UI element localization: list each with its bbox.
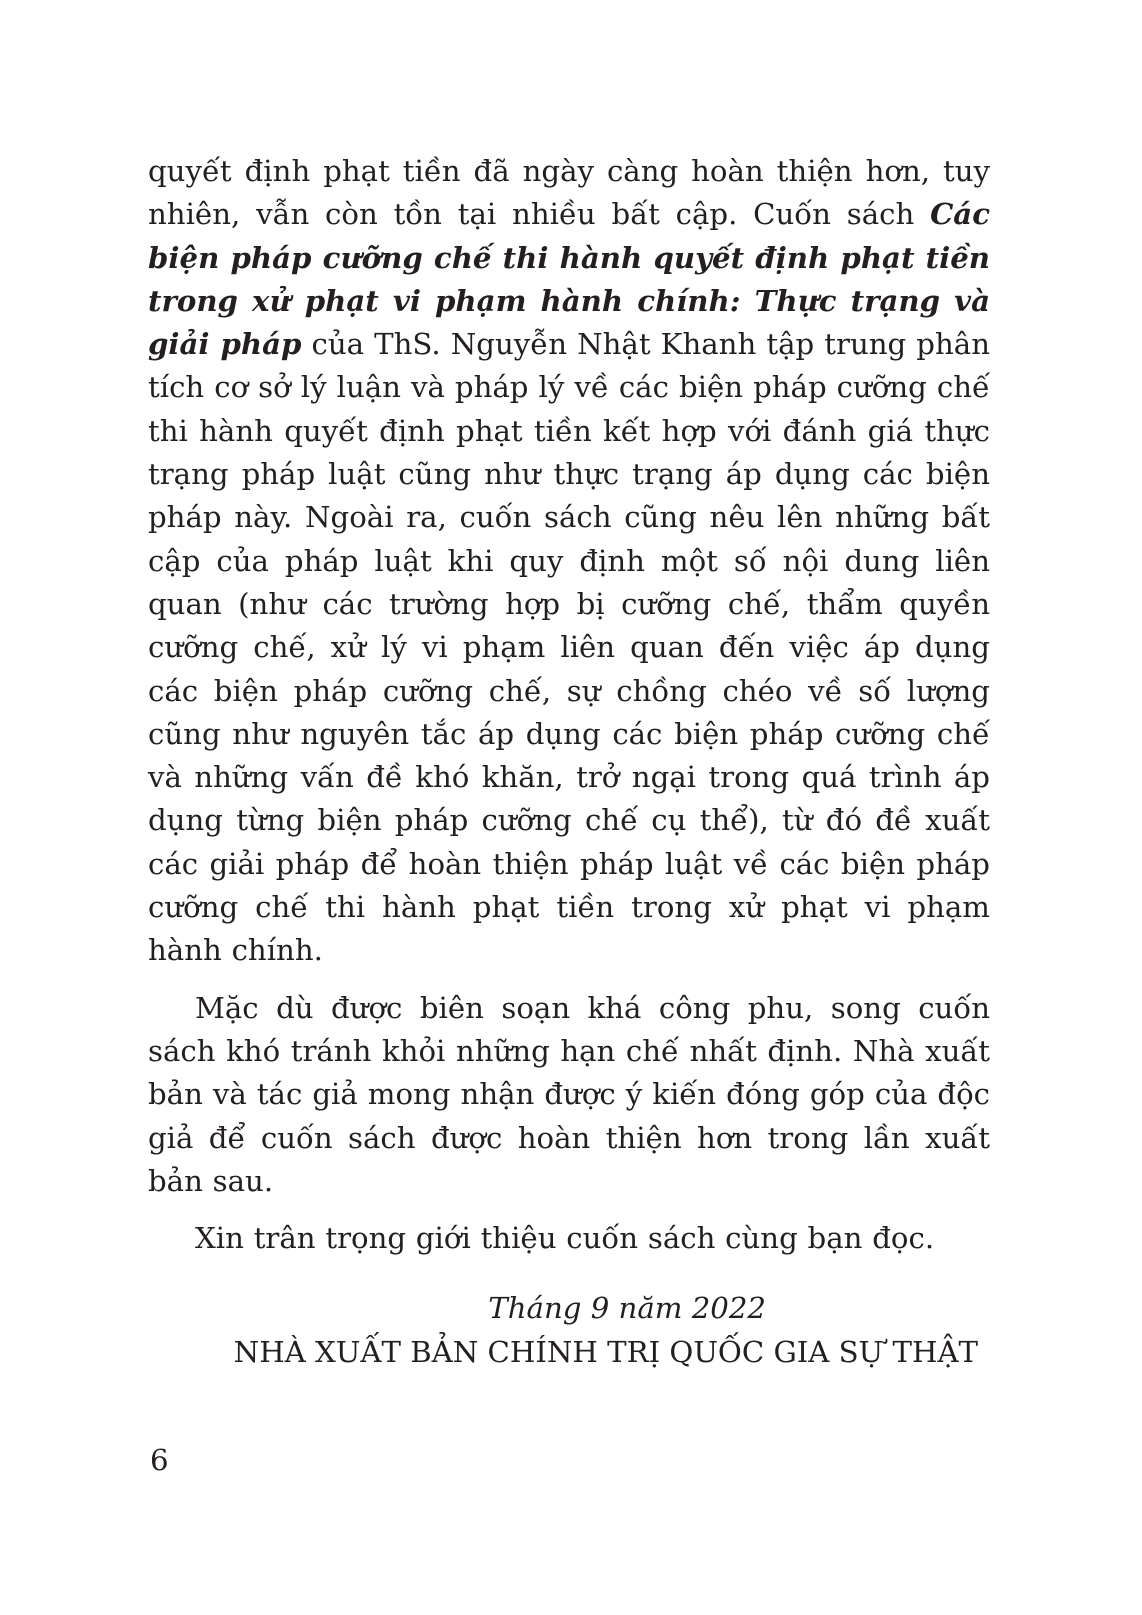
page-number: 6: [150, 1443, 169, 1477]
page-body: [148, 150, 990, 1374]
paragraph-text-after-title: của ThS. Nguyễn Nhật Khanh tập trung phân tích cơ sở lý luận và pháp lý về các biện pháp cưỡng chế thi hành quyết định phạt tiền kết hợp với đánh giá thực trạng pháp luật cũng như thực trạng áp dụng các biện pháp này. Ngoài ra, cuốn sách cũng nêu lên những bất cập của pháp luật khi quy định một số nội dung liên quan (như các trường hợp bị cưỡng chế, thẩm quyền cưỡng chế, xử lý vi phạm liên quan đến việc áp dụng các biện pháp cưỡng chế, sự chồng chéo về số lượng cũng như nguyên tắc áp dụng các biện pháp cưỡng chế và những vấn đề khó khăn, trở ngại trong quá trình áp dụng từng biện pháp cưỡng chế cụ thể), từ đó đề xuất các giải pháp để hoàn thiện pháp luật về các biện pháp cưỡng chế thi hành phạt tiền trong xử phạt vi phạm hành chính.: [148, 327, 990, 968]
paragraph-limitations: Mặc dù được biên soạn khá công phu, song cuốn sách khó tránh khỏi những hạn chế nhất định. Nhà xuất bản và tác giả mong nhận được ý kiến đóng góp của độc giả để cuốn sách được hoàn thiện hơn trong lần xuất bản sau.: [148, 990, 990, 1198]
paragraph-text-before-title: quyết định phạt tiền đã ngày càng hoàn thiện hơn, tuy nhiên, vẫn còn tồn tại nhiều bất cập. Cuốn sách: [148, 154, 990, 232]
closing-signature: [148, 1286, 990, 1374]
paragraph-continuation: [148, 150, 990, 973]
paragraph-introduction: Xin trân trọng giới thiệu cuốn sách cùng bạn đọc.: [195, 1221, 935, 1256]
book-title: Các biện pháp cưỡng chế thi hành quyết định phạt tiền trong xử phạt vi phạm hành chính: Thực trạng và giải pháp: [148, 197, 990, 362]
closing-date: Tháng 9 năm 2022: [488, 1291, 766, 1326]
publisher-name: NHÀ XUẤT BẢN CHÍNH TRỊ QUỐC GIA SỰ THẬT: [233, 1335, 978, 1370]
